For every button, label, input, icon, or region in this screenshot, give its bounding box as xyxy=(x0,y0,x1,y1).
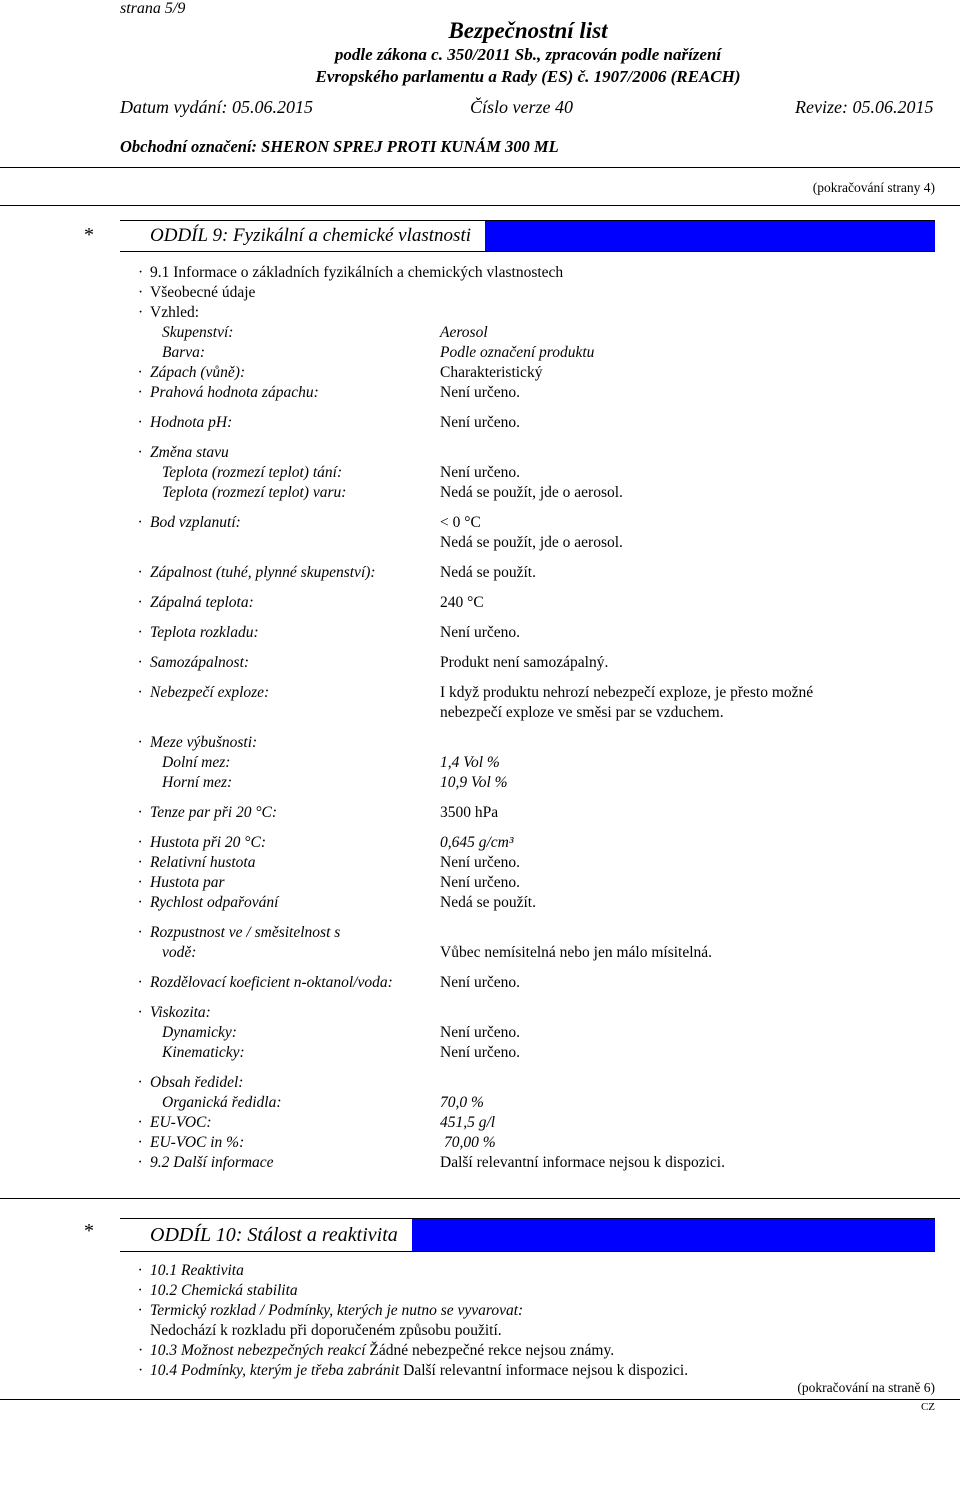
label-other-info: · 9.2 Další informace xyxy=(138,1154,274,1171)
section-9-title: ODDÍL 9: Fyzikální a chemické vlastnosti xyxy=(120,221,485,251)
label-partition: · Rozdělovací koeficient n-oktanol/voda: xyxy=(138,974,393,991)
label-flammability: · Zápalnost (tuhé, plynné skupenství): xyxy=(138,564,376,581)
label-self-ignition: · Samozápalnost: xyxy=(138,654,250,671)
label-ph: · Hodnota pH: xyxy=(138,414,233,431)
label-solubility: · Rozpustnost ve / směsitelnost s xyxy=(138,924,341,941)
value-odour-threshold: Není určeno. xyxy=(440,384,521,401)
label-form: Skupenství: xyxy=(162,324,234,341)
row-hazardous-reactions: · 10.3 Možnost nebezpečných reakcí Žádné nebezpečné rekce nejsou známy. xyxy=(138,1342,615,1359)
label-explosion: · Nebezpečí exploze: xyxy=(138,684,270,701)
value-vapour-pressure: 3500 hPa xyxy=(440,804,499,821)
label-reactivity: · 10.1 Reaktivita xyxy=(138,1262,244,1279)
value-lower-limit: 1,4 Vol % xyxy=(440,754,500,771)
label-melting: Teplota (rozmezí teplot) tání: xyxy=(162,464,343,481)
document-subtitle-2: Evropského parlamentu a Rady (ES) č. 1907/2006 (REACH) xyxy=(315,67,741,86)
change-marker: * xyxy=(84,224,94,246)
value-kinematic: Není určeno. xyxy=(440,1044,521,1061)
value-dynamic: Není určeno. xyxy=(440,1024,521,1041)
label-color: Barva: xyxy=(162,344,206,361)
value-flash-note: Nedá se použít, jde o aerosol. xyxy=(440,534,623,551)
value-melting: Není určeno. xyxy=(440,464,521,481)
label-eu-voc: · EU-VOC: xyxy=(138,1114,212,1131)
label-vapour-density: · Hustota par xyxy=(138,874,225,891)
section-rule xyxy=(0,205,960,206)
row-basic-info: · 9.1 Informace o základních fyzikálních a chemických vlastnostech xyxy=(138,264,564,281)
trade-name: Obchodní označení: SHERON SPREJ PROTI KUNÁM 300 ML xyxy=(120,137,559,156)
section-rule-2 xyxy=(0,1198,960,1199)
label-ignition: · Zápalná teplota: xyxy=(138,594,254,611)
value-boiling: Nedá se použít, jde o aerosol. xyxy=(440,484,623,501)
value-explosion-2: nebezpečí exploze ve směsi par se vzduchem. xyxy=(440,704,724,721)
label-dynamic: Dynamicky: xyxy=(162,1024,237,1041)
value-other-info: Další relevantní informace nejsou k dispozici. xyxy=(440,1154,725,1171)
footer-rule xyxy=(0,1399,960,1400)
label-boiling: Teplota (rozmezí teplot) varu: xyxy=(162,484,347,501)
revision-date: Revize: 05.06.2015 xyxy=(795,97,934,117)
value-flammability: Nedá se použít. xyxy=(440,564,536,581)
date-issued: Datum vydání: 05.06.2015 xyxy=(120,97,313,117)
value-decomposition: Není určeno. xyxy=(440,624,521,641)
value-eu-voc: 451,5 g/l xyxy=(440,1114,496,1131)
value-self-ignition: Produkt není samozápalný. xyxy=(440,654,609,671)
label-vapour-pressure: · Tenze par při 20 °C: xyxy=(138,804,278,821)
value-relative-density: Není určeno. xyxy=(440,854,521,871)
section-10-title: ODDÍL 10: Stálost a reaktivita xyxy=(120,1219,412,1251)
value-color: Podle označení produktu xyxy=(440,344,595,361)
label-odour-threshold: · Prahová hodnota zápachu: xyxy=(138,384,319,401)
label-solvents: · Obsah ředidel: xyxy=(138,1074,244,1091)
label-organic: Organická ředidla: xyxy=(162,1094,282,1111)
value-flash-point: < 0 °C xyxy=(440,514,481,531)
version-number: Číslo verze 40 xyxy=(470,97,573,117)
label-eu-voc-percent: · EU-VOC in %: xyxy=(138,1134,245,1151)
continued-from: (pokračování strany 4) xyxy=(812,180,935,195)
label-density: · Hustota při 20 °C: xyxy=(138,834,267,851)
page-number: strana 5/9 xyxy=(120,0,186,17)
row-general: · Všeobecné údaje xyxy=(138,284,256,301)
label-solubility-water: vodě: xyxy=(162,944,197,961)
value-organic: 70,0 % xyxy=(440,1094,484,1111)
label-explosive-limits: · Meze výbušnosti: xyxy=(138,734,258,751)
document-title: Bezpečnostní list xyxy=(448,18,608,43)
value-eu-voc-percent: 70,00 % xyxy=(444,1134,496,1151)
header-rule xyxy=(0,167,960,168)
section-9-banner xyxy=(120,220,935,252)
value-density: 0,645 g/cm³ xyxy=(440,834,514,851)
label-lower-limit: Dolní mez: xyxy=(162,754,231,771)
value-explosion-1: I když produktu nehrozí nebezpečí exploze, je přesto možné xyxy=(440,684,814,701)
value-thermal: Nedochází k rozkladu při doporučeném způsobu použití. xyxy=(150,1322,502,1339)
label-relative-density: · Relativní hustota xyxy=(138,854,256,871)
value-odour: Charakteristický xyxy=(440,364,543,381)
label-thermal: · Termický rozklad / Podmínky, kterých je nutno se vyvarovat: xyxy=(138,1302,524,1319)
value-upper-limit: 10,9 Vol % xyxy=(440,774,508,791)
label-kinematic: Kinematicky: xyxy=(162,1044,245,1061)
label-flash-point: · Bod vzplanutí: xyxy=(138,514,241,531)
row-appearance: · Vzhled: xyxy=(138,304,200,321)
label-upper-limit: Horní mez: xyxy=(162,774,233,791)
label-stability: · 10.2 Chemická stabilita xyxy=(138,1282,298,1299)
value-vapour-density: Není určeno. xyxy=(440,874,521,891)
value-evaporation: Nedá se použít. xyxy=(440,894,536,911)
label-decomposition: · Teplota rozkladu: xyxy=(138,624,259,641)
document-subtitle-1: podle zákona c. 350/2011 Sb., zpracován podle nařízení xyxy=(334,45,722,64)
value-ph: Není určeno. xyxy=(440,414,521,431)
language-code: CZ xyxy=(920,1401,935,1413)
label-state-change: · Změna stavu xyxy=(138,444,229,461)
label-viscosity: · Viskozita: xyxy=(138,1004,211,1021)
value-form: Aerosol xyxy=(440,324,488,341)
value-solubility: Vůbec nemísitelná nebo jen málo mísitelná. xyxy=(440,944,713,961)
row-conditions-avoid: · 10.4 Podmínky, kterým je třeba zabránit Další relevantní informace nejsou k dispozici. xyxy=(138,1362,689,1379)
continued-on: (pokračování na straně 6) xyxy=(797,1380,935,1395)
value-partition: Není určeno. xyxy=(440,974,521,991)
label-evaporation: · Rychlost odpařování xyxy=(138,894,279,911)
section-10-banner xyxy=(120,1218,935,1252)
value-ignition: 240 °C xyxy=(440,594,484,611)
change-marker-10: * xyxy=(84,1220,94,1242)
label-odour: · Zápach (vůně): xyxy=(138,364,246,381)
